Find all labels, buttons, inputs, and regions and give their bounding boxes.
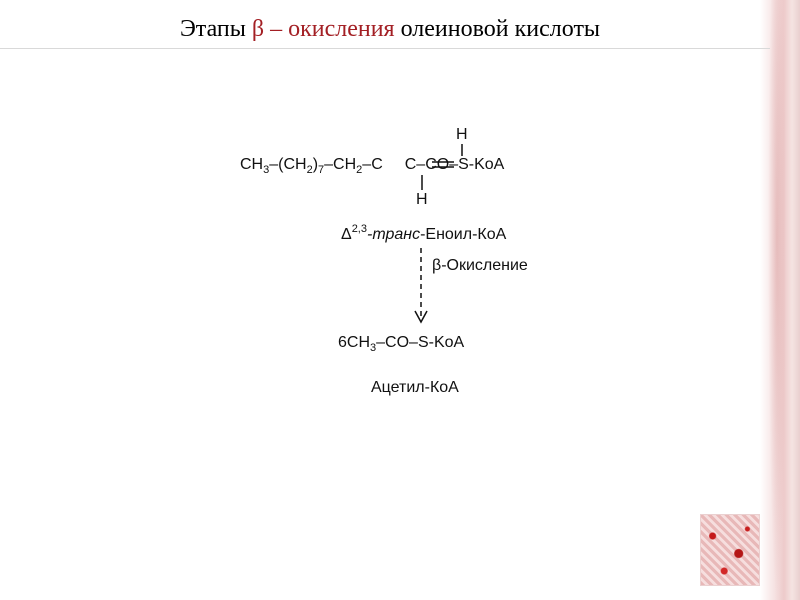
formula-c1: –C [362,156,383,173]
top-hydrogen-label: H [456,126,468,143]
beta-oxidation-label: β-Окисление [432,257,528,274]
product-prefix: 6CH [338,334,371,351]
formula-close-paren: ) [312,156,319,173]
acetyl-coa-name: Ацетил-КоА [371,379,459,396]
formula-sub-2b: 2 [356,164,363,176]
product-rest: –CO–S-KoA [376,334,465,351]
histology-thumbnail-image [700,514,760,586]
formula-sub-3: 3 [263,164,270,176]
title-suffix: олеиновой кислоты [394,16,601,42]
formula-ch: CH [240,156,264,173]
product-sub-3: 3 [370,342,377,354]
bottom-hydrogen-label: H [416,191,428,208]
formula-ch2b: –CH [324,156,357,173]
formula-ch2-group: –(CH [269,156,307,173]
title-prefix: Этапы [179,16,252,42]
title-highlight: β – окисления [251,16,395,42]
delta-symbol: Δ [341,226,352,243]
formula-sub-2a: 2 [306,164,313,176]
delta-superscript: 2,3 [351,223,367,235]
enoyl-coa-text: -Еноил-КоА [420,226,507,243]
formula-c2: C–CO–S-KoA [404,156,505,173]
trans-word: -транс [366,226,421,243]
formula-sub-7: 7 [318,164,325,176]
